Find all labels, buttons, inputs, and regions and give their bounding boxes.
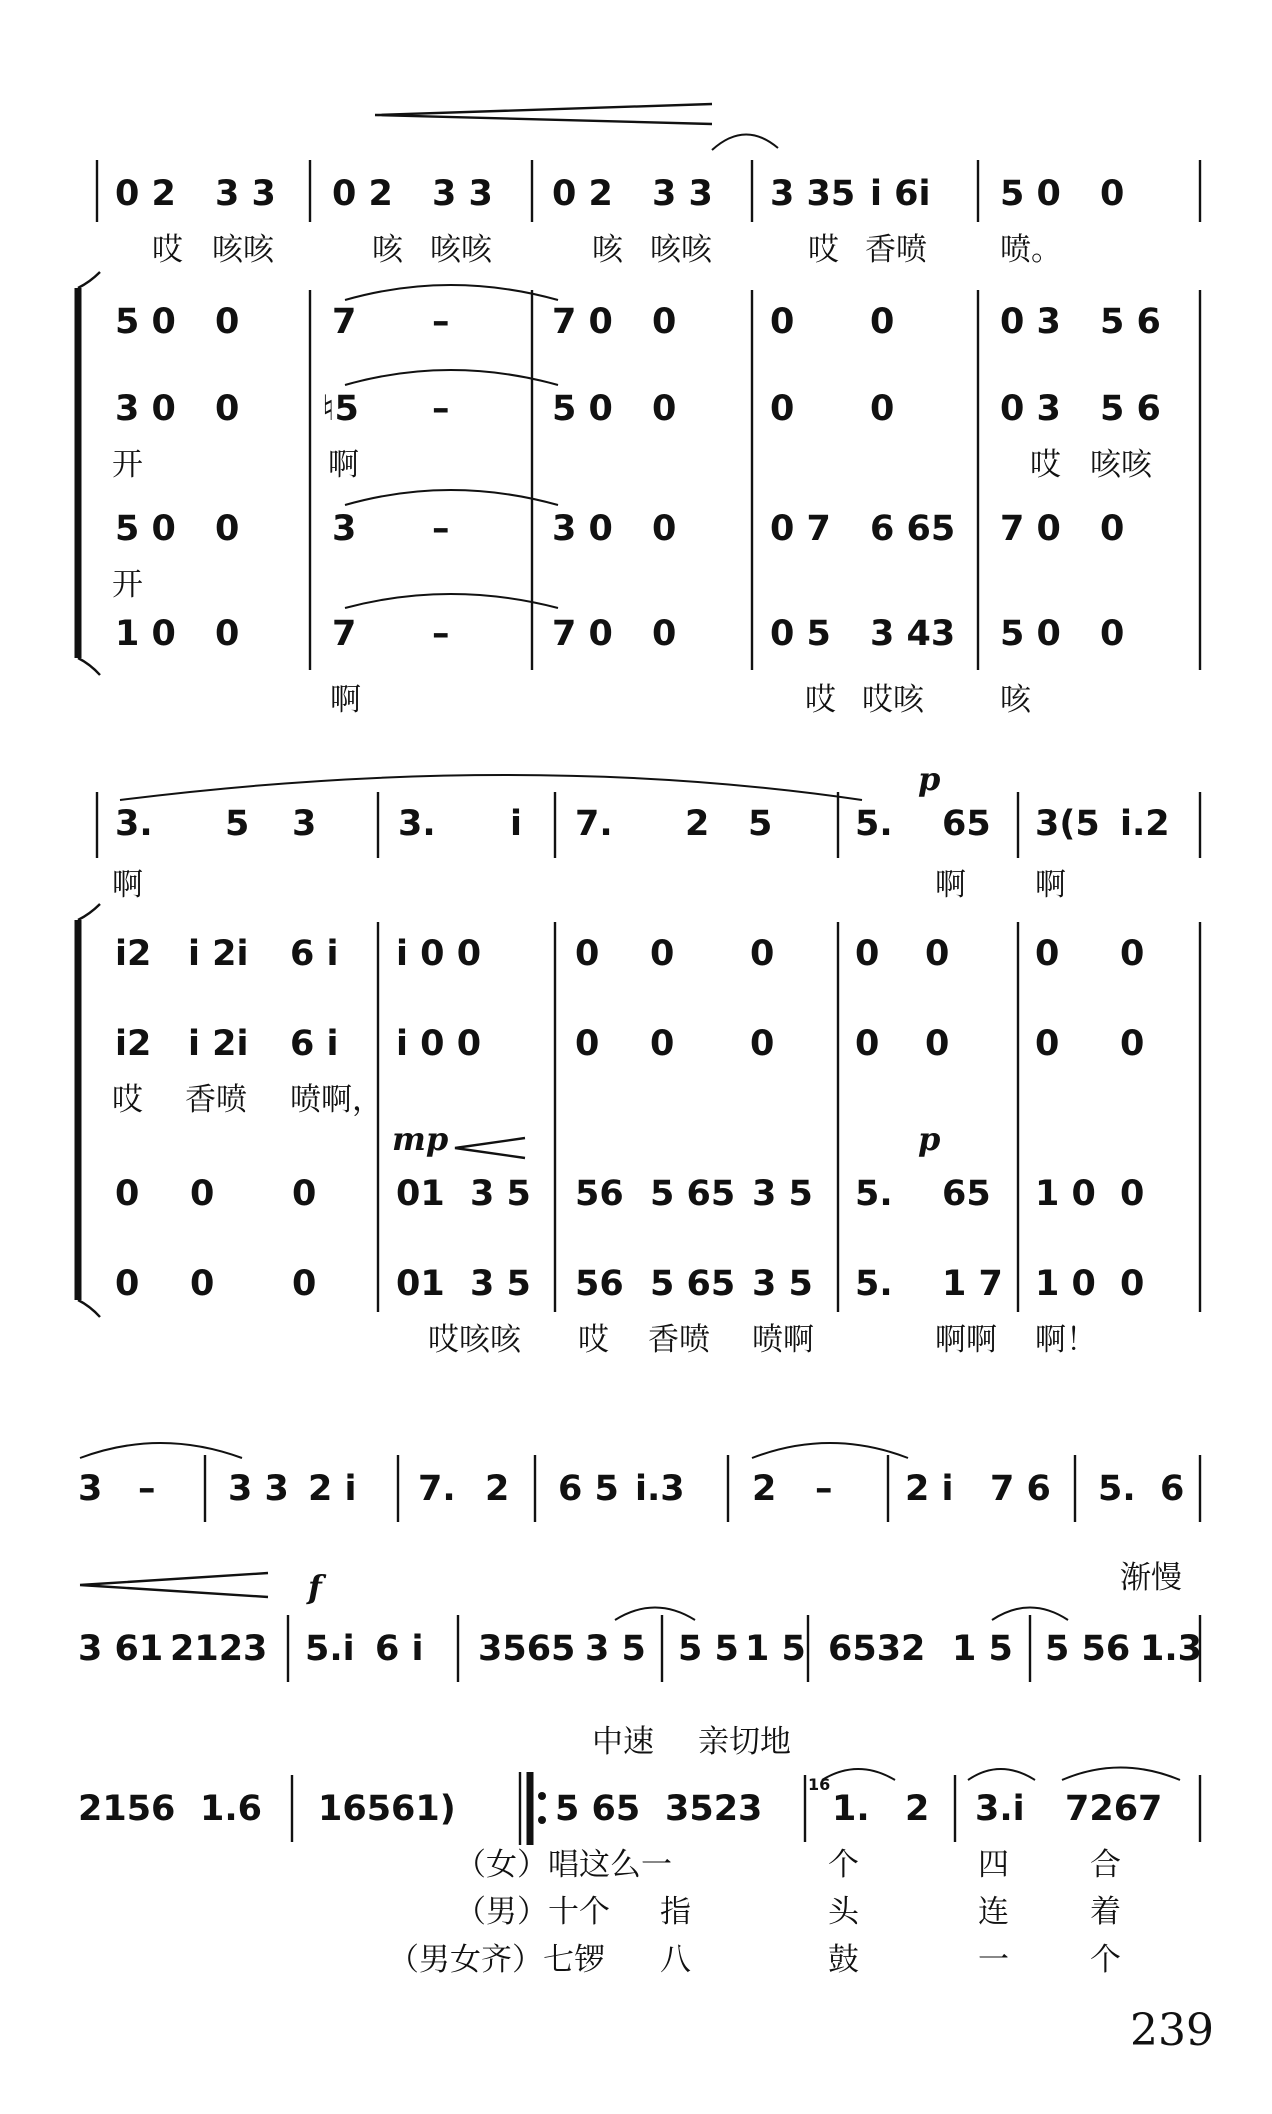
lyric: 合 — [1090, 1847, 1121, 1883]
choir-barlines — [310, 290, 1200, 670]
v2-note: 0 — [870, 389, 895, 429]
v4-note: 5 0 — [1000, 614, 1061, 654]
v3-note: 0 — [652, 509, 677, 549]
v3-note: 01 — [396, 1174, 445, 1214]
v3-note: 0 — [115, 1174, 140, 1214]
lyric: 喷啊 — [752, 1322, 814, 1358]
lyric: 头 — [828, 1894, 859, 1930]
v2-note: ♮5 — [322, 389, 359, 429]
tie — [80, 1443, 242, 1458]
v1-note: 0 — [652, 302, 677, 342]
v4-note: 3 43 — [870, 614, 956, 654]
lyric: 咳咳 — [430, 232, 492, 268]
lyric: 哎 — [1030, 447, 1061, 483]
v1-note: 5 6 — [1100, 302, 1161, 342]
tie — [345, 285, 558, 300]
lyric: 啊 — [112, 867, 143, 903]
dynamic-f: f — [308, 1568, 322, 1606]
v2-note: 0 — [750, 1024, 775, 1064]
tie — [822, 1769, 895, 1780]
v1-note: 0 — [215, 302, 240, 342]
lyric: 鼓 — [828, 1942, 859, 1978]
note: 2 — [905, 1789, 930, 1829]
v2-note: 0 — [1035, 1024, 1060, 1064]
lyric: 啊！ — [1035, 1322, 1097, 1358]
solo-note: 2 — [685, 804, 710, 844]
dynamic-p: p — [918, 1120, 941, 1158]
tie — [752, 1443, 908, 1458]
note: 5.i — [305, 1629, 355, 1669]
lyric: 香喷 — [648, 1322, 710, 1358]
v3-note: 3 5 — [470, 1174, 531, 1214]
v3-note: 5. — [855, 1174, 893, 1214]
note: 3 — [78, 1469, 103, 1509]
lyric: 着 — [1090, 1894, 1121, 1930]
v1-note: i 2i — [188, 934, 249, 974]
lyric: 哎咳咳 — [428, 1322, 521, 1358]
v2-note: 0 — [770, 389, 795, 429]
v3-note: 7 0 — [1000, 509, 1061, 549]
phrase-slur — [120, 775, 862, 800]
solo-note: 0 2 — [115, 174, 176, 214]
v4-note: 0 — [115, 1264, 140, 1304]
crescendo-hairpin — [455, 1138, 525, 1158]
v4-note: 0 — [292, 1264, 317, 1304]
v4-note: 3 5 — [752, 1264, 813, 1304]
lyric: 咳咳 — [212, 232, 274, 268]
v4-note: 0 — [1120, 1264, 1145, 1304]
v1-note: 0 3 — [1000, 302, 1061, 342]
solo-note: 65 — [942, 804, 991, 844]
v4-note: 7 — [332, 614, 357, 654]
v2-note: 0 — [575, 1024, 600, 1064]
tie — [345, 594, 558, 608]
v3-note: 1 0 — [1035, 1174, 1096, 1214]
note: 3523 — [665, 1789, 763, 1829]
solo-note: 5 — [225, 804, 250, 844]
v2-note: 0 — [855, 1024, 880, 1064]
v4-note: 5 65 — [650, 1264, 736, 1304]
v1-note: – — [432, 302, 450, 342]
lyric: 开 — [112, 447, 143, 483]
v4-note: 0 — [190, 1264, 215, 1304]
choir-barlines — [378, 922, 1200, 1312]
note: 6532 — [828, 1629, 926, 1669]
v4-note: 01 — [396, 1264, 445, 1304]
v2-note: 5 6 — [1100, 389, 1161, 429]
v4-note: 5. — [855, 1264, 893, 1304]
solo-note: 5 — [748, 804, 773, 844]
v4-note: 0 — [215, 614, 240, 654]
lyric: 个 — [828, 1847, 859, 1883]
solo-note: 5 0 — [1000, 174, 1061, 214]
solo-note: i 6i — [870, 174, 931, 214]
v1-note: i 0 0 — [396, 934, 482, 974]
note: 2123 — [170, 1629, 268, 1669]
dynamic-p: p — [918, 760, 941, 798]
solo-note: 3. — [115, 804, 153, 844]
note: 7267 — [1065, 1789, 1163, 1829]
note: 7 6 — [990, 1469, 1051, 1509]
v3-note: 0 — [215, 509, 240, 549]
note: 2 — [752, 1469, 777, 1509]
v1-note: 0 — [855, 934, 880, 974]
v3-note: 0 — [1120, 1174, 1145, 1214]
lyric: 连 — [978, 1894, 1009, 1930]
v3-note: 56 — [575, 1174, 624, 1214]
slur — [712, 134, 778, 150]
lyric: 喷。 — [1000, 232, 1062, 268]
lyric: 咳 — [592, 232, 623, 268]
note: 5 65 — [555, 1789, 641, 1829]
expression-mark: 亲切地 — [698, 1724, 791, 1760]
v3-note: 3 — [332, 509, 357, 549]
dynamic-mp: mp — [392, 1120, 449, 1158]
tempo-rit: 渐慢 — [1120, 1560, 1182, 1596]
note: – — [138, 1469, 156, 1509]
tie — [345, 370, 558, 385]
v2-note: i2 — [115, 1024, 152, 1064]
system-4 — [78, 1560, 1202, 1682]
v4-note: 1 0 — [1035, 1264, 1096, 1304]
v3-note: 65 — [942, 1174, 991, 1214]
v3-note: 0 — [1100, 509, 1125, 549]
v1-note: 0 — [870, 302, 895, 342]
crescendo-hairpin — [375, 104, 712, 124]
solo-note: 3 35 — [770, 174, 856, 214]
lyric: 咳 — [372, 232, 403, 268]
lyric: 四 — [978, 1847, 1009, 1883]
note: 3 3 — [228, 1469, 289, 1509]
v2-note: 0 — [1120, 1024, 1145, 1064]
note: 5 5 — [678, 1629, 739, 1669]
system-2 — [78, 760, 1200, 1358]
lyric: 喷啊， — [290, 1082, 383, 1118]
v1-note: 0 — [770, 302, 795, 342]
tie — [615, 1608, 695, 1621]
note: 1. — [832, 1789, 870, 1829]
solo-note: 0 2 — [552, 174, 613, 214]
tie — [345, 490, 558, 505]
lyric: 哎 — [112, 1082, 143, 1118]
lyric: 咳咳 — [1090, 447, 1152, 483]
page-number: 239 — [1130, 2005, 1214, 2056]
note: 3.i — [975, 1789, 1025, 1829]
note: 2 i — [308, 1469, 357, 1509]
lyric: 啊 — [935, 867, 966, 903]
v1-note: 0 — [650, 934, 675, 974]
note: i.3 — [635, 1469, 685, 1509]
v1-note: 5 0 — [115, 302, 176, 342]
time-signature: 16 — [808, 1775, 831, 1794]
note: 16561) — [318, 1789, 456, 1829]
note: 2156 — [78, 1789, 176, 1829]
note: 1.3 — [1140, 1629, 1203, 1669]
lyric: 咳咳 — [650, 232, 712, 268]
lyric: 一 — [978, 1942, 1009, 1978]
v1-note: 7 0 — [552, 302, 613, 342]
note: 5. — [1098, 1469, 1136, 1509]
lyric: 咳 — [1000, 682, 1031, 718]
v4-note: 1 0 — [115, 614, 176, 654]
lyric: 啊 — [328, 447, 359, 483]
note: 2 i — [905, 1469, 954, 1509]
lyric: 开 — [112, 567, 143, 603]
slur — [1062, 1768, 1180, 1781]
v2-note: 0 — [215, 389, 240, 429]
note: 6 5 — [558, 1469, 619, 1509]
v2-note: 0 — [650, 1024, 675, 1064]
solo-note: 3 3 — [215, 174, 276, 214]
v3-note: 3 5 — [752, 1174, 813, 1214]
lyric: 香喷 — [865, 232, 927, 268]
lyric: 哎 — [578, 1322, 609, 1358]
solo-note: 3 3 — [432, 174, 493, 214]
v2-note: i 2i — [188, 1024, 249, 1064]
v2-note: i 0 0 — [396, 1024, 482, 1064]
solo-note: 7. — [575, 804, 613, 844]
v1-note: 6 i — [290, 934, 339, 974]
lyric: 啊 — [330, 682, 361, 718]
v3-note: 0 — [190, 1174, 215, 1214]
lyric: 个 — [1090, 1942, 1121, 1978]
v3-note: 3 0 — [552, 509, 613, 549]
note: 3 61 — [78, 1629, 164, 1669]
v1-note: 7 — [332, 302, 357, 342]
v4-note: 0 — [652, 614, 677, 654]
v4-note: 0 5 — [770, 614, 831, 654]
lyric: 八 — [660, 1942, 691, 1978]
v2-note: 0 — [925, 1024, 950, 1064]
solo-note: 3 3 — [652, 174, 713, 214]
lyric: 啊啊 — [935, 1322, 997, 1358]
solo-note: 3 — [292, 804, 317, 844]
v2-note: 3 0 — [115, 389, 176, 429]
repeat-dot — [538, 1816, 546, 1824]
note: 5 56 — [1045, 1629, 1131, 1669]
v3-note: – — [432, 509, 450, 549]
note: 2 — [485, 1469, 510, 1509]
v3-note: 0 7 — [770, 509, 831, 549]
lyric: 哎 — [805, 682, 836, 718]
crescendo-hairpin — [80, 1573, 268, 1597]
note: 3565 — [478, 1629, 576, 1669]
v3-note: 5 0 — [115, 509, 176, 549]
solo-note: 3(5 — [1035, 804, 1100, 844]
v2-note: – — [432, 389, 450, 429]
lyric: （女）唱这么一 — [455, 1847, 672, 1883]
lyric: 哎 — [808, 232, 839, 268]
v1-note: i2 — [115, 934, 152, 974]
note: – — [815, 1469, 833, 1509]
lyric: （男）十个 — [455, 1894, 610, 1930]
v1-note: 0 — [1120, 934, 1145, 974]
v2-note: 5 0 — [552, 389, 613, 429]
repeat-dot — [538, 1792, 546, 1800]
lyric: 啊 — [1035, 867, 1066, 903]
v4-note: 0 — [1100, 614, 1125, 654]
lyric: 哎咳 — [862, 682, 924, 718]
system-5 — [78, 1724, 1200, 1978]
v3-note: 0 — [292, 1174, 317, 1214]
lyric: （男女齐）七锣 — [388, 1942, 605, 1978]
v3-note: 5 65 — [650, 1174, 736, 1214]
v1-note: 0 — [925, 934, 950, 974]
v1-note: 0 — [1035, 934, 1060, 974]
lyric: 香喷 — [185, 1082, 247, 1118]
v2-note: 6 i — [290, 1024, 339, 1064]
system-1 — [78, 104, 1200, 718]
v1-note: 0 — [750, 934, 775, 974]
solo-note: 0 — [1100, 174, 1125, 214]
solo-note: 0 2 — [332, 174, 393, 214]
solo-note: 3. — [398, 804, 436, 844]
v4-note: 7 0 — [552, 614, 613, 654]
solo-note: 5. — [855, 804, 893, 844]
lyric: 哎 — [152, 232, 183, 268]
lyric: 指 — [660, 1894, 691, 1930]
note: 3 5 — [585, 1629, 646, 1669]
slur — [968, 1769, 1035, 1780]
v2-note: 0 — [652, 389, 677, 429]
note: 1.6 — [200, 1789, 263, 1829]
note: 6 — [1160, 1469, 1185, 1509]
system-3 — [78, 1443, 1200, 1522]
note: 7. — [418, 1469, 456, 1509]
v1-note: 0 — [575, 934, 600, 974]
note: 1 5 — [745, 1629, 806, 1669]
tempo-mark: 中速 — [592, 1724, 654, 1760]
v4-note: 1 7 — [942, 1264, 1003, 1304]
note: 1 5 — [952, 1629, 1013, 1669]
v4-note: – — [432, 614, 450, 654]
solo-note: i — [510, 804, 522, 844]
solo-note: i.2 — [1120, 804, 1170, 844]
note: 6 i — [375, 1629, 424, 1669]
v4-note: 3 5 — [470, 1264, 531, 1304]
v4-note: 56 — [575, 1264, 624, 1304]
v3-note: 6 65 — [870, 509, 956, 549]
v2-note: 0 3 — [1000, 389, 1061, 429]
